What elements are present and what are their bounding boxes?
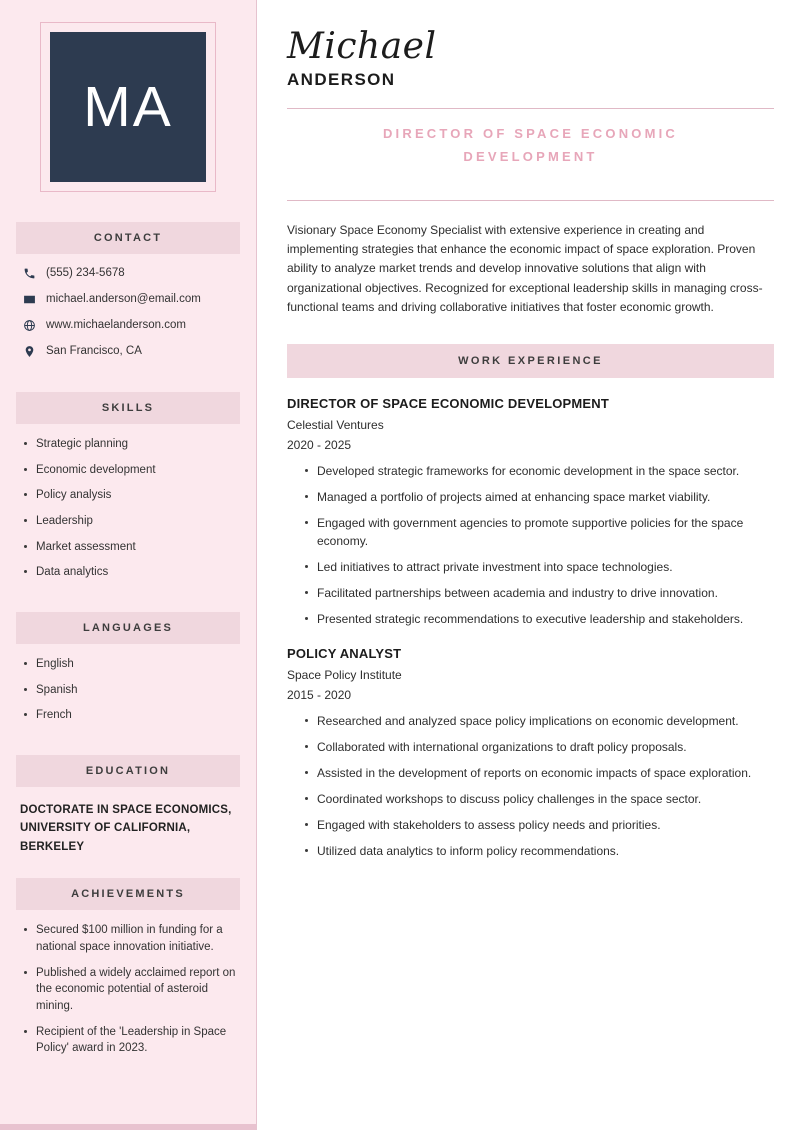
list-item: Managed a portfolio of projects aimed at enhancing space market viability. xyxy=(303,488,774,506)
name-block xyxy=(287,28,774,90)
job-bullet-list xyxy=(303,462,774,628)
list-item: Policy analysis xyxy=(22,487,240,504)
list-item: Recipient of the 'Leadership in Space Policy' award in 2023. xyxy=(22,1024,240,1057)
job-entry-2 xyxy=(287,646,774,860)
page-title: DIRECTOR OF SPACE ECONOMIC DEVELOPMENT xyxy=(382,125,679,165)
contact-item-email xyxy=(22,292,240,306)
job-organization: Celestial Ventures xyxy=(287,417,384,432)
job-entry-1 xyxy=(287,396,774,628)
education-entry: DOCTORATE IN SPACE ECONOMICS, UNIVERSITY OF CALIFORNIA, BERKELEY xyxy=(20,804,232,853)
location-pin-icon xyxy=(22,344,36,358)
list-item: Economic development xyxy=(22,462,240,479)
avatar-frame xyxy=(40,22,216,192)
contact-email-text: michael.anderson@email.com xyxy=(46,293,201,305)
phone-icon xyxy=(22,266,36,280)
envelope-icon xyxy=(22,292,36,306)
job-organization: Space Policy Institute xyxy=(287,667,402,682)
rule-bottom xyxy=(287,200,774,201)
avatar-initials: MA xyxy=(83,75,173,139)
list-item: Collaborated with international organizations to draft policy proposals. xyxy=(303,738,774,756)
list-item: Data analytics xyxy=(22,564,240,581)
contact-website-text: www.michaelanderson.com xyxy=(46,319,186,331)
list-item: Market assessment xyxy=(22,539,240,556)
sidebar-bottom-accent xyxy=(0,1124,256,1130)
list-item: Published a widely acclaimed report on the economic potential of asteroid mining. xyxy=(22,965,240,1015)
avatar xyxy=(50,32,206,182)
section-header-achievements: ACHIEVEMENTS xyxy=(16,878,240,910)
list-item: Engaged with stakeholders to assess policy needs and priorities. xyxy=(303,816,774,834)
list-item: Researched and analyzed space policy implications on economic development. xyxy=(303,712,774,730)
globe-icon xyxy=(22,318,36,332)
section-header-languages: LANGUAGES xyxy=(16,612,240,644)
languages-list xyxy=(22,656,240,733)
section-header-contact: CONTACT xyxy=(16,222,240,254)
list-item: Spanish xyxy=(22,682,240,699)
list-item: Secured $100 million in funding for a national space innovation initiative. xyxy=(22,922,240,955)
list-item: Coordinated workshops to discuss policy challenges in the space sector. xyxy=(303,790,774,808)
list-item: Strategic planning xyxy=(22,436,240,453)
section-header-skills: SKILLS xyxy=(16,392,240,424)
list-item: Presented strategic recommendations to executive leadership and stakeholders. xyxy=(303,610,774,628)
job-dates: 2015 - 2020 xyxy=(287,687,352,702)
job-role: DIRECTOR OF SPACE ECONOMIC DEVELOPMENT xyxy=(287,395,610,411)
section-header-education: EDUCATION xyxy=(16,755,240,787)
contact-item-phone xyxy=(22,266,240,280)
job-dates: 2020 - 2025 xyxy=(287,437,352,452)
job-bullet-list xyxy=(303,712,774,860)
contact-item-website xyxy=(22,318,240,332)
section-header-work-experience: WORK EXPERIENCE xyxy=(287,344,774,378)
achievements-list xyxy=(22,922,240,1066)
last-name: ANDERSON xyxy=(287,69,396,89)
job-role: POLICY ANALYST xyxy=(287,645,402,661)
list-item: Assisted in the development of reports on economic impacts of space exploration. xyxy=(303,764,774,782)
profile-summary: Visionary Space Economy Specialist with extensive experience in creating and implementing strategies that enhance the economic impact of space exploration. Proven ability to analyze market trends and develop innovative solutions that align with organizational objectives. Recognized for exceptional leadership skills in managing cross-functional teams and driving collaborative initiatives that foster economic growth. xyxy=(287,222,763,315)
main-content xyxy=(257,0,800,1130)
first-name: Michael xyxy=(287,26,437,67)
list-item: English xyxy=(22,656,240,673)
list-item: Developed strategic frameworks for economic development in the space sector. xyxy=(303,462,774,480)
list-item: French xyxy=(22,707,240,724)
list-item: Leadership xyxy=(22,513,240,530)
list-item: Utilized data analytics to inform policy recommendations. xyxy=(303,842,774,860)
contact-list xyxy=(16,266,240,370)
list-item: Engaged with government agencies to promote supportive policies for the space economy. xyxy=(303,514,774,550)
contact-phone-text: (555) 234-5678 xyxy=(46,267,125,279)
skills-list xyxy=(22,436,240,590)
contact-item-location xyxy=(22,344,240,358)
list-item: Led initiatives to attract private investment into space technologies. xyxy=(303,558,774,576)
sidebar xyxy=(0,0,256,1130)
list-item: Facilitated partnerships between academia and industry to drive innovation. xyxy=(303,584,774,602)
contact-location-text: San Francisco, CA xyxy=(46,345,142,357)
